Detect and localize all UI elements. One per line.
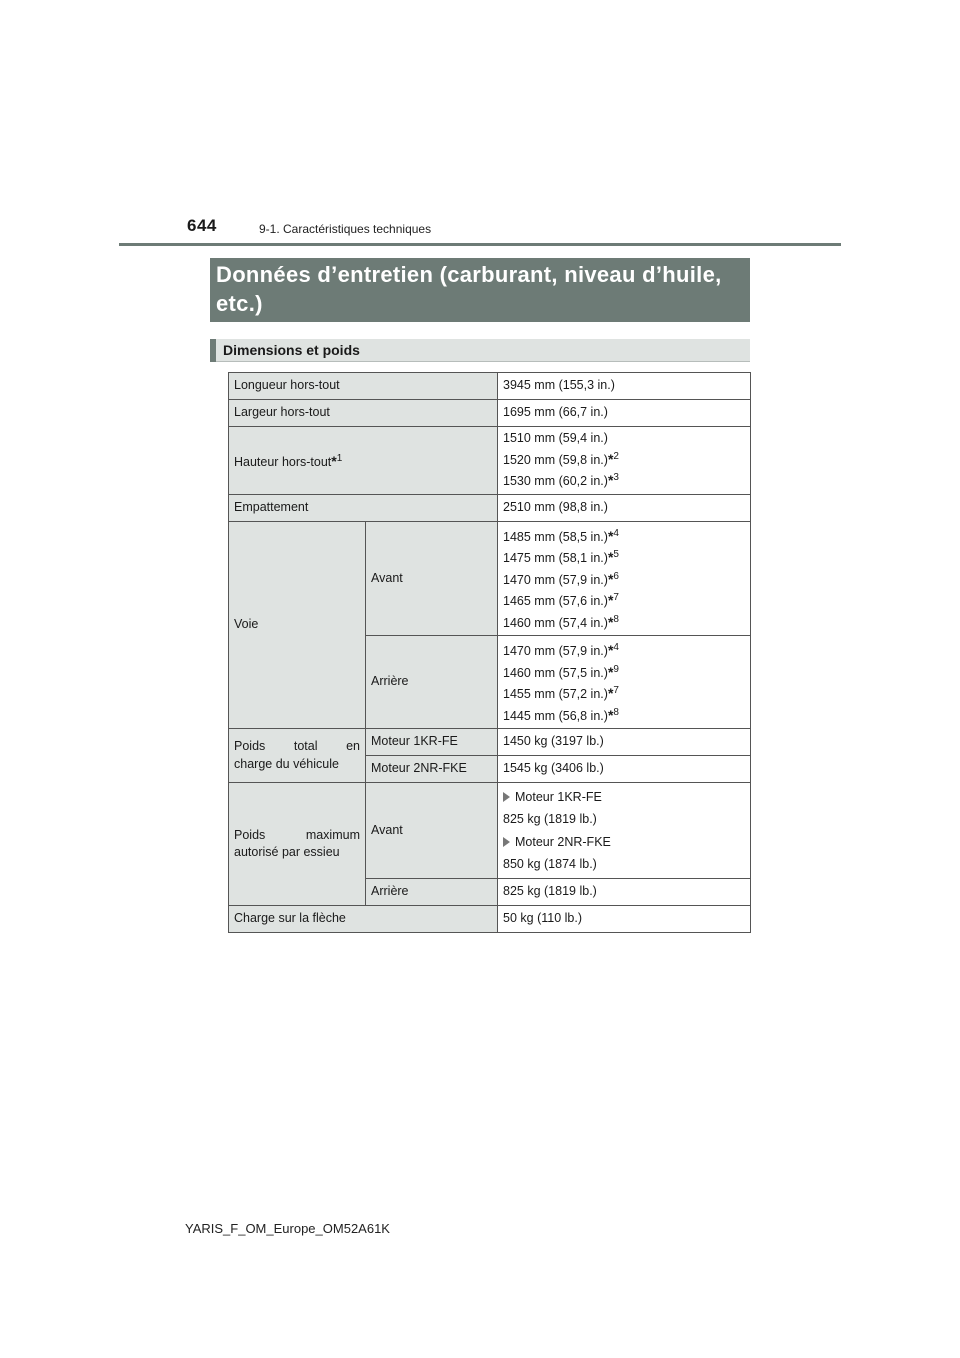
table-row: [229, 494, 751, 521]
row-label-hauteur: Hauteur hors-tout*$^1$: [229, 427, 498, 495]
row-value-poids-2nr: 1545 kg (3406 lb.): [498, 756, 751, 783]
row-label-poids-total: Poids total en charge du véhicule: [229, 729, 366, 783]
table-row: [229, 521, 751, 636]
subtitle-text: Dimensions et poids: [223, 342, 360, 358]
section-label: 9-1. Caractéristiques techniques: [259, 222, 432, 236]
triangle-bullet-icon: [503, 837, 510, 847]
table-row: [229, 783, 751, 879]
sub-label-essieu-avant: Avant: [366, 783, 498, 879]
page-number: 644: [187, 216, 217, 235]
row-value-voie-arriere: 1470 mm (57,9 in.)*$^4$ 1460 mm (57,5 in.)*$^9$ 1455 mm (57,2 in.)*$^7$ 1445 mm (56,8 in.)*$^8$: [498, 636, 751, 729]
footer-code: YARIS_F_OM_Europe_OM52A61K: [185, 1221, 390, 1236]
dimensions-table: [228, 372, 751, 933]
row-value-charge-fleche: 50 kg (110 lb.): [498, 906, 751, 933]
triangle-bullet-icon: [503, 792, 510, 802]
page-title: Données d’entretien (carburant, niveau d’huile, etc.): [210, 258, 750, 322]
row-label-voie: Voie: [229, 521, 366, 729]
table-row: [229, 427, 751, 495]
row-label-charge-fleche: Charge sur la flèche: [229, 906, 498, 933]
table-row: [229, 729, 751, 756]
row-label-longueur: Longueur hors-tout: [229, 373, 498, 400]
engine-bullet: Moteur 2NR-FKE: [503, 834, 745, 852]
sub-label-moteur-2nr: Moteur 2NR-FKE: [366, 756, 498, 783]
table-row: [229, 373, 751, 400]
engine-bullet: Moteur 1KR-FE: [503, 789, 745, 807]
row-value-largeur: 1695 mm (66,7 in.): [498, 400, 751, 427]
row-value-voie-avant: 1485 mm (58,5 in.)*$^4$ 1475 mm (58,1 in.)*$^5$ 1470 mm (57,9 in.)*$^6$ 1465 mm (57,6 in.)*$^7$ 1460 mm (57,4 in.)*$^8$: [498, 521, 751, 636]
row-label-poids-essieu: Poids maximum autorisé par essieu: [229, 783, 366, 906]
row-value-essieu-avant: Moteur 1KR-FE 825 kg (1819 lb.) Moteur 2NR-FKE 850 kg (1874 lb.): [498, 783, 751, 879]
footnote-star: *: [331, 452, 337, 469]
row-label-largeur: Largeur hors-tout: [229, 400, 498, 427]
row-value-essieu-arriere: 825 kg (1819 lb.): [498, 879, 751, 906]
row-value-empattement: 2510 mm (98,8 in.): [498, 494, 751, 521]
sub-label-essieu-arriere: Arrière: [366, 879, 498, 906]
sub-label-moteur-1kr: Moteur 1KR-FE: [366, 729, 498, 756]
row-label-empattement: Empattement: [229, 494, 498, 521]
row-value-hauteur: 1510 mm (59,4 in.) 1520 mm (59,8 in.)*$^2$ 1530 mm (60,2 in.)*$^3$: [498, 427, 751, 495]
header-rule: [119, 243, 841, 246]
sub-label-voie-avant: Avant: [366, 521, 498, 636]
subtitle-bar: [210, 339, 750, 362]
table-row: [229, 400, 751, 427]
row-value-poids-1kr: 1450 kg (3197 lb.): [498, 729, 751, 756]
row-value-longueur: 3945 mm (155,3 in.): [498, 373, 751, 400]
table-row: [229, 906, 751, 933]
sub-label-voie-arriere: Arrière: [366, 636, 498, 729]
footnote-ref: 1: [336, 452, 343, 464]
